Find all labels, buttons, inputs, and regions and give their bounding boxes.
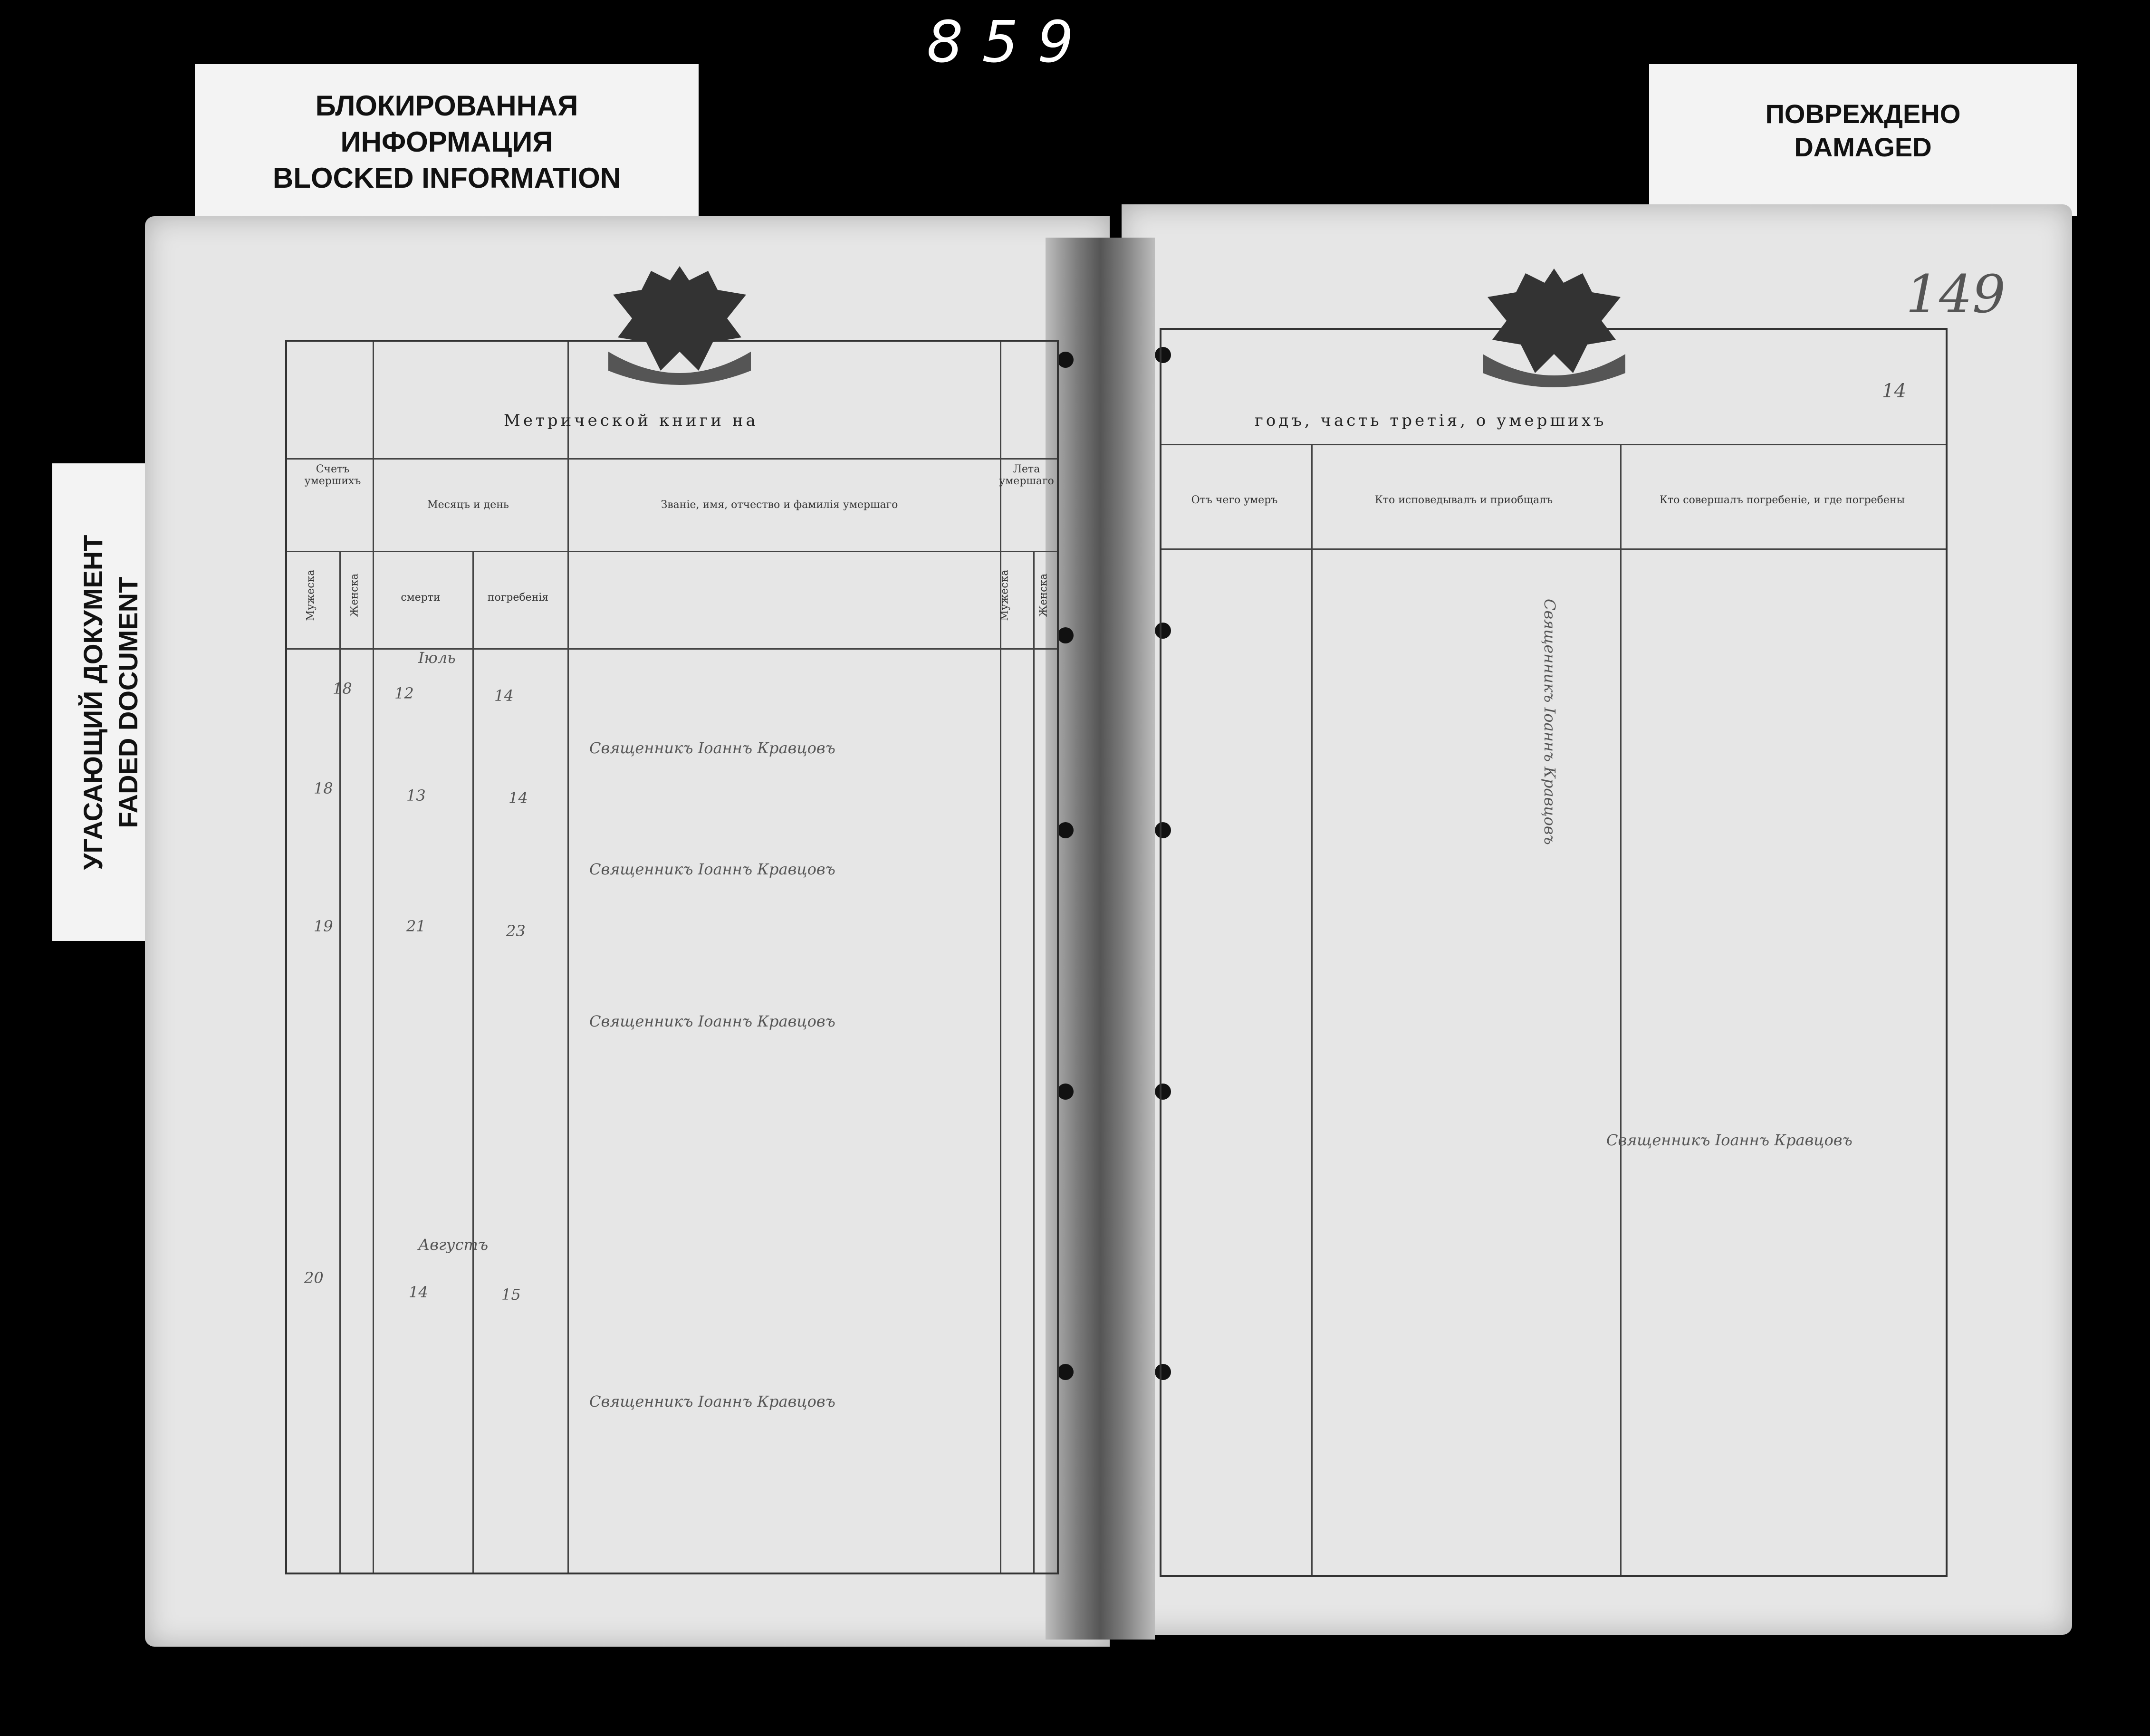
corner-mark: 14 bbox=[1882, 380, 1906, 402]
right-register-table bbox=[1160, 328, 1948, 1577]
rule-line bbox=[1161, 548, 1946, 550]
rule-line bbox=[339, 551, 341, 1573]
damaged-label bbox=[1649, 64, 2077, 216]
entry-death-day: 14 bbox=[409, 1283, 428, 1301]
header-month-day: Месяцъ и день bbox=[427, 499, 509, 511]
left-page-title: Метрической книги на bbox=[504, 411, 758, 430]
entry-burial-day: 15 bbox=[501, 1285, 521, 1304]
faded-label-line-2: FADED DOCUMENT bbox=[113, 576, 143, 828]
entry-burial-day: 14 bbox=[494, 687, 514, 705]
rule-line bbox=[287, 458, 1057, 460]
header-confessor: Кто исповедывалъ и приобщалъ bbox=[1374, 494, 1553, 506]
rule-line bbox=[567, 342, 569, 1573]
header-count-female: Женска bbox=[348, 573, 361, 617]
entry-burial-day: 14 bbox=[509, 789, 528, 807]
rule-line bbox=[472, 551, 474, 1573]
entry-death-day: 13 bbox=[406, 786, 426, 805]
entry-number: 18 bbox=[333, 680, 352, 698]
header-name: Званіе, имя, отчество и фамилія умершаго bbox=[661, 499, 898, 511]
header-age-male: Мужеска bbox=[998, 569, 1011, 621]
rule-line bbox=[1033, 551, 1035, 1573]
blocked-label-line-1: БЛОКИРОВАННАЯ bbox=[315, 90, 578, 122]
faded-label-line-1: УГАСАЮЩИЙ ДОКУМЕНТ bbox=[77, 535, 108, 870]
rule-line bbox=[373, 342, 374, 1573]
rule-line bbox=[1161, 444, 1946, 445]
entry-number: 19 bbox=[314, 917, 333, 935]
entry-burial-day: 23 bbox=[506, 922, 526, 940]
header-age-female: Женска bbox=[1037, 573, 1050, 617]
header-count-male: Мужеска bbox=[305, 569, 317, 621]
month-label-august: Августъ bbox=[418, 1236, 489, 1254]
binding-hole bbox=[1057, 352, 1074, 368]
confessor-signature: Священникъ Іоаннъ Кравцовъ bbox=[1541, 599, 1559, 845]
rule-line bbox=[287, 551, 1057, 552]
priest-signature: Священникъ Іоаннъ Кравцовъ bbox=[1606, 1131, 1852, 1149]
entry-death-day: 12 bbox=[394, 684, 414, 702]
blocked-information-label bbox=[195, 64, 699, 223]
rule-line bbox=[1000, 342, 1001, 1573]
frame-number: 859 bbox=[927, 10, 1093, 76]
entry-number: 18 bbox=[314, 779, 333, 797]
header-cause: Отъ чего умеръ bbox=[1191, 494, 1278, 506]
binding-hole bbox=[1057, 627, 1074, 643]
entry-number: 20 bbox=[304, 1269, 324, 1287]
right-page-title: годъ, часть третія, о умершихъ bbox=[1255, 411, 1607, 430]
header-age: Лета умершаго bbox=[999, 463, 1054, 487]
blocked-label-line-3: BLOCKED INFORMATION bbox=[272, 162, 621, 194]
priest-signature: Священникъ Іоаннъ Кравцовъ bbox=[589, 860, 835, 878]
binding-hole bbox=[1057, 822, 1074, 838]
faded-label-text bbox=[76, 535, 146, 870]
binding-hole bbox=[1057, 1364, 1074, 1380]
priest-signature: Священникъ Іоаннъ Кравцовъ bbox=[589, 1392, 835, 1410]
priest-signature: Священникъ Іоаннъ Кравцовъ bbox=[589, 1012, 835, 1030]
header-count: Счетъ умершихъ bbox=[304, 463, 361, 487]
priest-signature: Священникъ Іоаннъ Кравцовъ bbox=[589, 739, 835, 757]
header-burial-by: Кто совершалъ погребеніе, и где погребены bbox=[1659, 494, 1905, 506]
binding-hole bbox=[1057, 1084, 1074, 1100]
header-burial: погребенія bbox=[487, 592, 549, 604]
folio-number: 149 bbox=[1906, 264, 2006, 325]
rule-line bbox=[1311, 444, 1313, 1575]
damaged-label-line-2: DAMAGED bbox=[1794, 132, 1932, 162]
entry-death-day: 21 bbox=[406, 917, 426, 935]
book-spine bbox=[1046, 238, 1155, 1640]
left-register-table bbox=[285, 340, 1059, 1574]
header-death: смерти bbox=[401, 592, 441, 604]
month-label-july: Іюль bbox=[418, 649, 456, 667]
rule-line bbox=[287, 648, 1057, 650]
rule-line bbox=[1620, 444, 1622, 1575]
blocked-label-line-2: ИНФОРМАЦИЯ bbox=[340, 126, 553, 158]
damaged-label-line-1: ПОВРЕЖДЕНО bbox=[1765, 99, 1961, 129]
